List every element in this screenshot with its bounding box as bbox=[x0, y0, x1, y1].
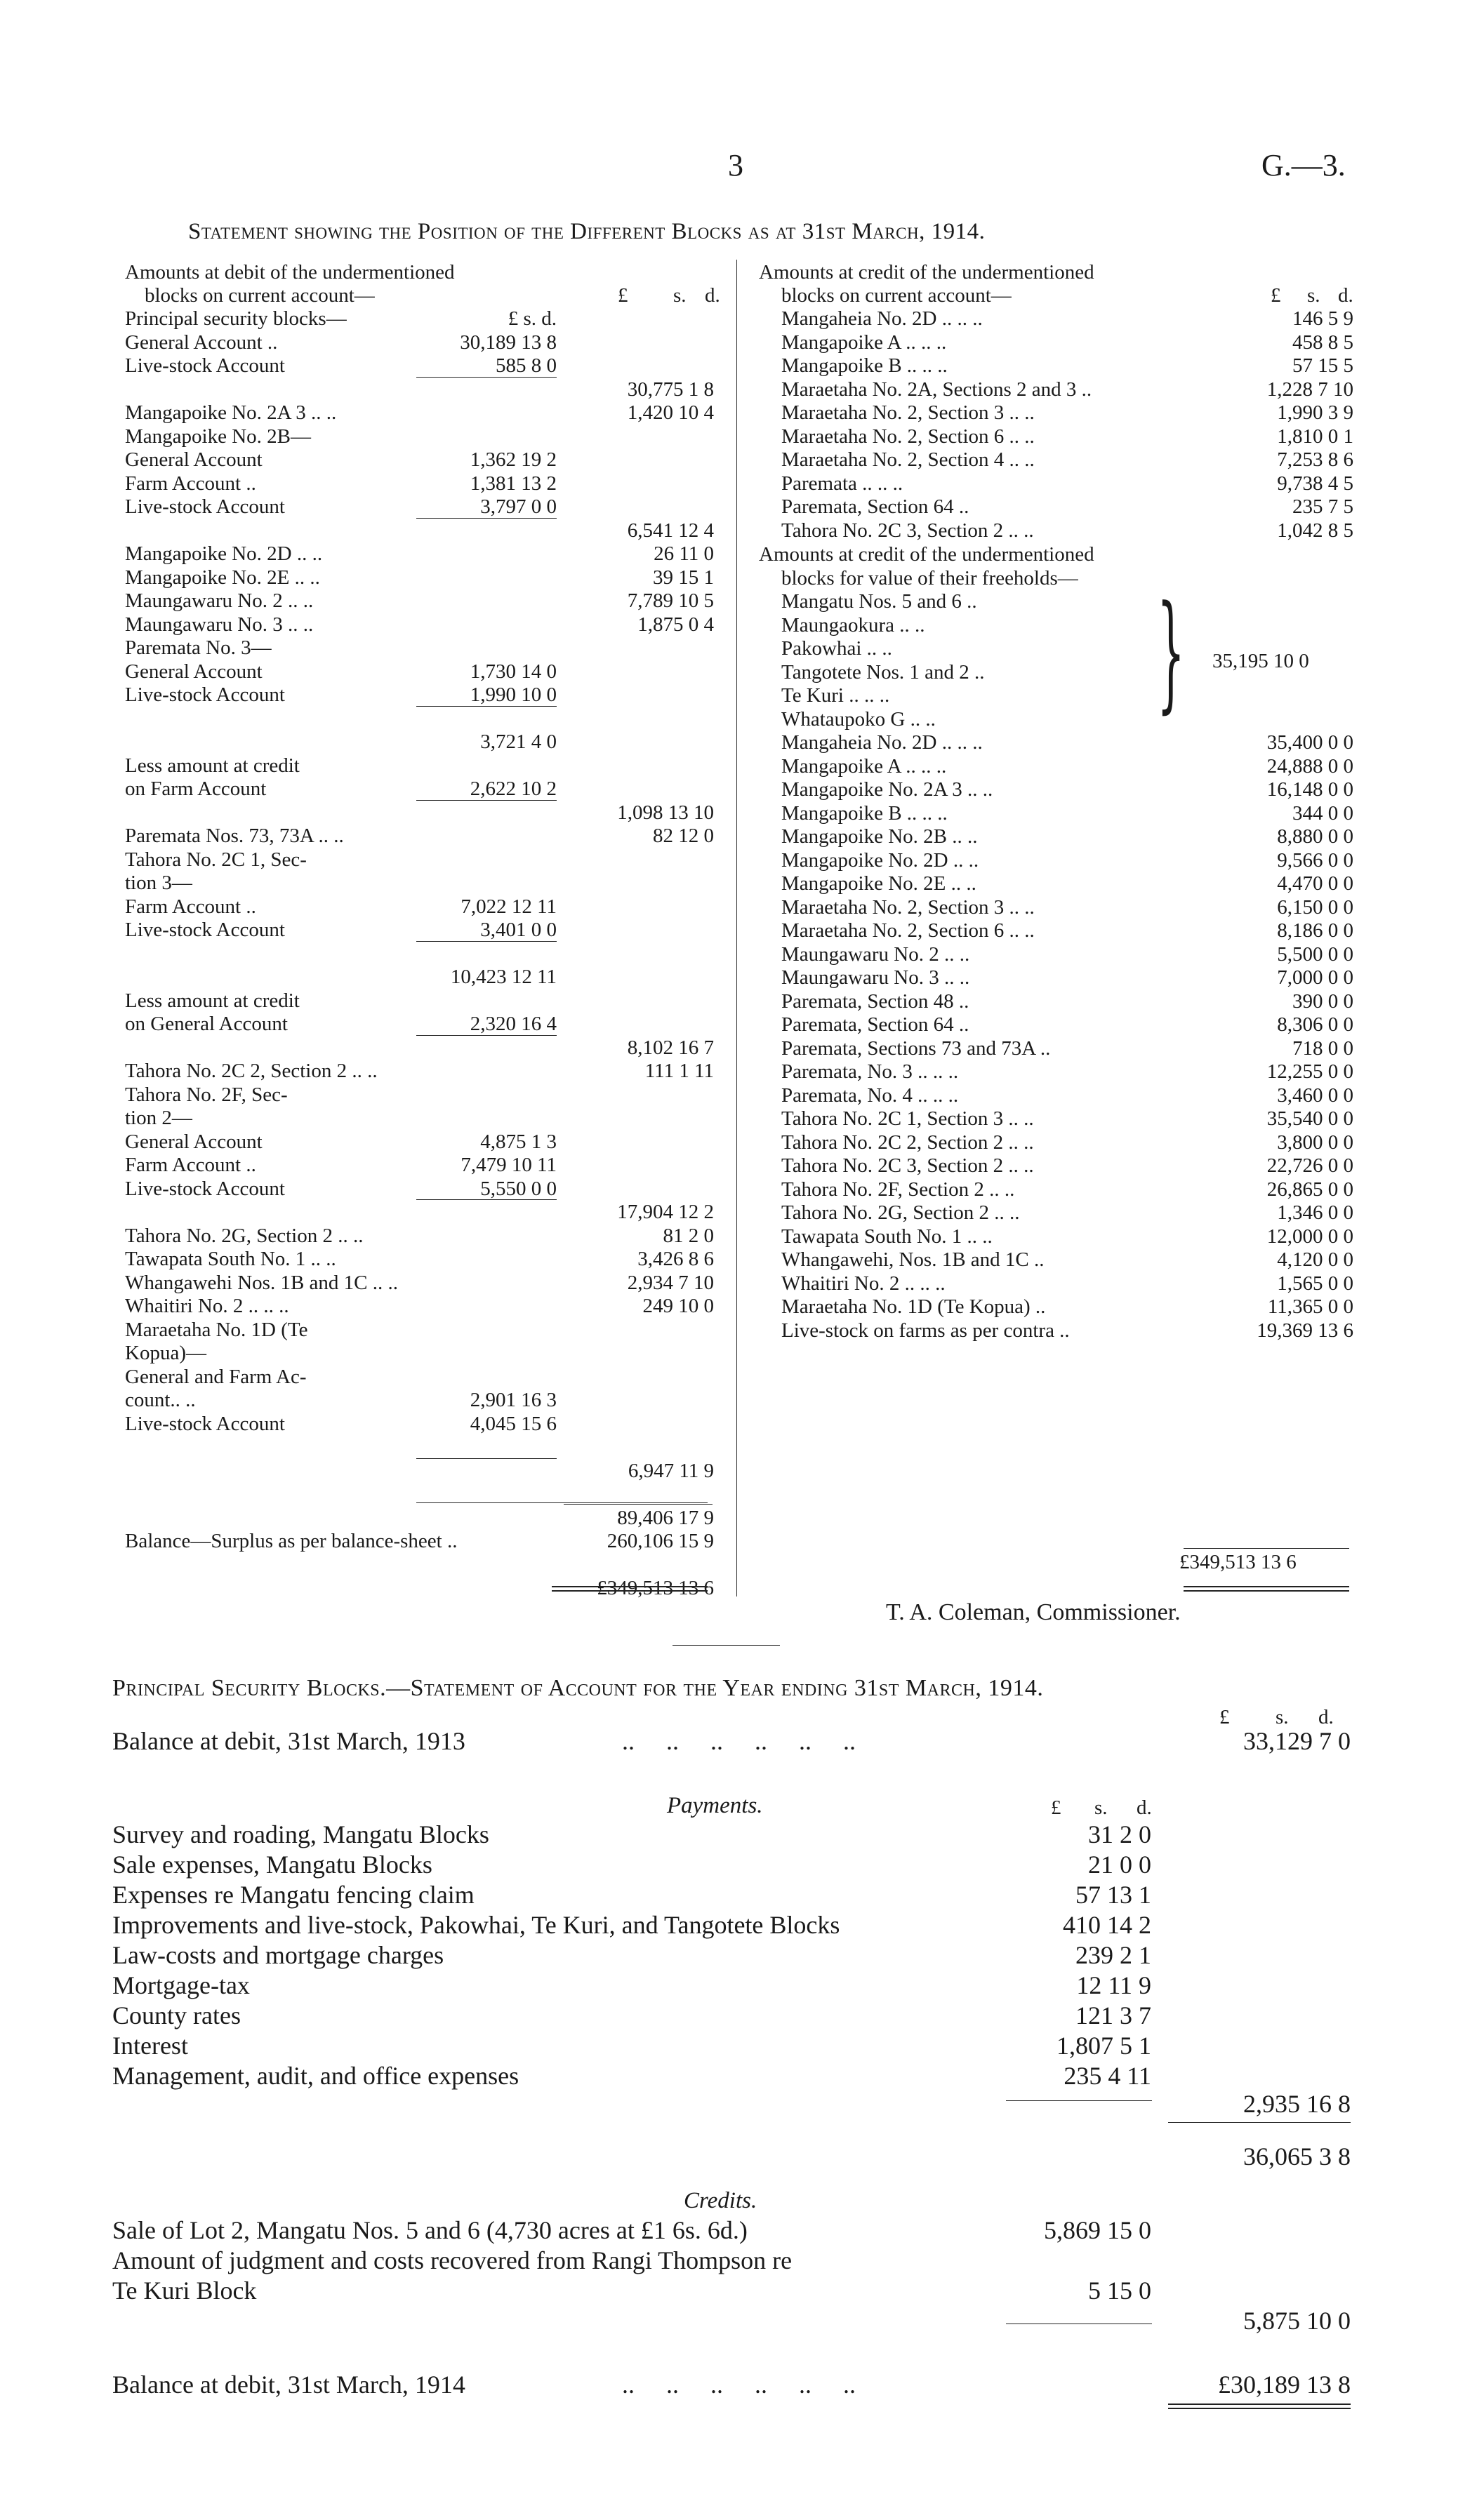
opening-leaders: .. .. .. .. .. .. bbox=[622, 1727, 856, 1755]
debit-row-label: Tahora No. 2F, Sec- bbox=[125, 1083, 288, 1106]
payments-rule bbox=[1006, 2100, 1152, 2101]
freehold-row-amount: 12,000 0 0 bbox=[1266, 1225, 1353, 1248]
debit-row-amount: 81 2 0 bbox=[663, 1224, 714, 1247]
debit-row-label: Tawapata South No. 1 .. .. bbox=[125, 1248, 336, 1270]
debit-row-label: Tahora No. 2G, Section 2 .. .. bbox=[125, 1224, 364, 1247]
freehold-row-label: Mangapoike No. 2A 3 .. .. bbox=[781, 778, 993, 801]
credit-row-label: Mangapoike A .. .. .. bbox=[781, 331, 947, 354]
freehold-heading-line2: blocks for value of their freeholds— bbox=[781, 567, 1078, 589]
debit-row-label: Live-stock Account bbox=[125, 495, 285, 518]
debit-row-subamount: 1,990 10 0 bbox=[470, 684, 557, 706]
payment-amount: 121 3 7 bbox=[1075, 2001, 1151, 2029]
freehold-row-amount: 7,000 0 0 bbox=[1277, 966, 1353, 989]
debit-row-amount: 89,406 17 9 bbox=[617, 1506, 714, 1529]
debit-row-label: Farm Account .. bbox=[125, 472, 256, 495]
debit-row-label: Live-stock Account bbox=[125, 354, 285, 377]
subtotal-rule bbox=[416, 706, 557, 707]
credit-row-amount: 1,990 3 9 bbox=[1277, 401, 1353, 424]
debit-row-subamount: 1,381 13 2 bbox=[470, 472, 557, 495]
account-title: Principal Security Blocks.—Statement of Account for the Year ending 31st March, 1914. bbox=[112, 1675, 1044, 1701]
payment-label: Interest bbox=[112, 2032, 188, 2060]
freehold-group-item: Tangotete Nos. 1 and 2 .. bbox=[781, 660, 985, 684]
payment-label: Management, audit, and office expenses bbox=[112, 2062, 519, 2090]
credit-row-amount: 57 15 5 bbox=[1292, 354, 1353, 377]
debit-row-label: Farm Account .. bbox=[125, 895, 256, 918]
debit-row-label: Mangapoike No. 2B— bbox=[125, 425, 311, 448]
freehold-row-label: Tahora No. 2C 3, Section 2 .. .. bbox=[781, 1154, 1034, 1177]
subtotal-rule bbox=[416, 518, 557, 519]
debit-row-amount: 249 10 0 bbox=[642, 1295, 714, 1317]
freehold-row-amount: 718 0 0 bbox=[1292, 1036, 1353, 1060]
debit-row-label: tion 3— bbox=[125, 872, 192, 894]
debit-row-label: Paremata No. 3— bbox=[125, 636, 272, 659]
debit-row-subamount: 2,622 10 2 bbox=[470, 778, 557, 800]
credit-row-label: Mangapoike B .. .. .. bbox=[781, 354, 948, 377]
debit-row-amount: 8,102 16 7 bbox=[627, 1036, 714, 1059]
debit-row-amount: 7,789 10 5 bbox=[627, 589, 714, 612]
credit-heading-line2: blocks on current account— bbox=[781, 284, 1012, 307]
signature: T. A. Coleman, Commissioner. bbox=[886, 1599, 1181, 1625]
payment-label: County rates bbox=[112, 2001, 241, 2029]
debit-row-subamount: 3,721 4 0 bbox=[480, 731, 557, 753]
payment-amount: 21 0 0 bbox=[1088, 1851, 1151, 1879]
section-separator bbox=[673, 1645, 780, 1646]
payment-amount: 239 2 1 bbox=[1075, 1941, 1151, 1969]
debit-row-subamount: 1,730 14 0 bbox=[470, 660, 557, 683]
payment-label: Mortgage-tax bbox=[112, 1971, 250, 1999]
payment-label: Law-costs and mortgage charges bbox=[112, 1941, 444, 1969]
subtotal-rule bbox=[416, 941, 557, 942]
freehold-group-item: Pakowhai .. .. bbox=[781, 637, 892, 660]
freehold-row-label: Maraetaha No. 2, Section 6 .. .. bbox=[781, 919, 1035, 942]
freehold-row-amount: 1,346 0 0 bbox=[1277, 1201, 1353, 1224]
debit-row-label: Whaitiri No. 2 .. .. .. bbox=[125, 1295, 289, 1317]
credit-row-amount: 146 5 9 bbox=[1292, 307, 1353, 330]
credit-entry-label: Amount of judgment and costs recovered from Rangi Thompson re bbox=[112, 2246, 793, 2274]
payments-heading: Payments. bbox=[667, 1793, 763, 1818]
payment-amount: 57 13 1 bbox=[1075, 1881, 1151, 1909]
freehold-row-label: Maraetaha No. 1D (Te Kopua) .. bbox=[781, 1295, 1046, 1318]
freehold-row-amount: 24,888 0 0 bbox=[1266, 754, 1353, 778]
credits-heading: Credits. bbox=[684, 2188, 757, 2213]
credits-total: 5,875 10 0 bbox=[1243, 2307, 1351, 2335]
closing-double-rule bbox=[1168, 2404, 1351, 2409]
debit-row-subamount: 2,901 16 3 bbox=[470, 1389, 557, 1411]
credit-row-label: Paremata .. .. .. bbox=[781, 472, 903, 495]
freehold-row-amount: 12,255 0 0 bbox=[1266, 1060, 1353, 1083]
freehold-row-amount: 8,306 0 0 bbox=[1277, 1013, 1353, 1036]
debit-row-label: count.. .. bbox=[125, 1389, 196, 1411]
debit-row-label: Balance—Surplus as per balance-sheet .. bbox=[125, 1530, 458, 1552]
statement-title: Statement showing the Position of the Different Blocks as at 31st March, 1914. bbox=[188, 219, 986, 244]
freehold-row-label: Paremata, Section 64 .. bbox=[781, 1013, 969, 1036]
freehold-row-label: Tahora No. 2G, Section 2 .. .. bbox=[781, 1201, 1020, 1224]
debit-row-label: on Farm Account bbox=[125, 778, 267, 800]
freehold-row-label: Tahora No. 2C 1, Section 3 .. .. bbox=[781, 1107, 1034, 1130]
debit-row-amount: 3,426 8 6 bbox=[637, 1248, 714, 1270]
debit-row-label: General and Farm Ac- bbox=[125, 1365, 307, 1388]
debit-row-amount: 30,775 1 8 bbox=[627, 378, 714, 401]
freehold-row-label: Mangaheia No. 2D .. .. .. bbox=[781, 731, 983, 754]
freehold-row-label: Mangapoike No. 2D .. .. bbox=[781, 848, 979, 872]
subtotal-rule bbox=[416, 377, 557, 378]
opening-balance-value: 33,129 7 0 bbox=[1243, 1727, 1351, 1755]
freehold-row-label: Whaitiri No. 2 .. .. .. bbox=[781, 1272, 946, 1295]
account-col-shillings: s. bbox=[1276, 1706, 1289, 1728]
credit-row-amount: 1,228 7 10 bbox=[1266, 378, 1353, 401]
freehold-row-amount: 4,470 0 0 bbox=[1277, 872, 1353, 895]
column-divider bbox=[736, 260, 737, 1596]
closing-balance-label: Balance at debit, 31st March, 1914 bbox=[112, 2371, 465, 2399]
debit-row-label: Live-stock Account bbox=[125, 1177, 285, 1200]
debit-row-label: General Account .. bbox=[125, 331, 278, 354]
freehold-row-amount: 9,566 0 0 bbox=[1277, 848, 1353, 872]
freehold-row-label: Maungawaru No. 3 .. .. bbox=[781, 966, 970, 989]
freehold-group-item: Mangatu Nos. 5 and 6 .. bbox=[781, 590, 977, 613]
debit-row-amount: 260,106 15 9 bbox=[607, 1530, 714, 1552]
credit-total: £349,513 13 6 bbox=[1179, 1551, 1297, 1573]
freehold-row-label: Mangapoike No. 2B .. .. bbox=[781, 825, 978, 848]
debit-row-label: Mangapoike No. 2A 3 .. .. bbox=[125, 401, 337, 424]
debit-row-label: Live-stock Account bbox=[125, 1412, 285, 1435]
subtotal-rule bbox=[416, 1458, 557, 1459]
credit-row-label: Tahora No. 2C 3, Section 2 .. .. bbox=[781, 519, 1034, 542]
debit-row-amount: 1,875 0 4 bbox=[637, 613, 714, 636]
debit-row-subamount: 3,401 0 0 bbox=[480, 919, 557, 941]
freehold-row-amount: 11,365 0 0 bbox=[1267, 1295, 1353, 1318]
debit-row-subamount: 2,320 16 4 bbox=[470, 1013, 557, 1035]
payment-label: Improvements and live-stock, Pakowhai, Te Kuri, and Tangotete Blocks bbox=[112, 1911, 840, 1939]
freehold-row-amount: 35,400 0 0 bbox=[1266, 731, 1353, 754]
debit-row-subamount: 4,045 15 6 bbox=[470, 1412, 557, 1435]
debit-double-rule bbox=[552, 1586, 708, 1592]
debit-row-subamount: 3,797 0 0 bbox=[480, 495, 557, 518]
payments-col-pence: d. bbox=[1137, 1796, 1152, 1819]
document-reference: G.—3. bbox=[1261, 148, 1346, 182]
credit-row-amount: 1,042 8 5 bbox=[1277, 519, 1353, 542]
freehold-row-label: Tahora No. 2F, Section 2 .. .. bbox=[781, 1178, 1015, 1201]
credit-row-amount: 458 8 5 bbox=[1292, 331, 1353, 354]
debit-row-amount: 39 15 1 bbox=[653, 566, 714, 589]
group-brace: } bbox=[1157, 579, 1186, 726]
credit-total-rule bbox=[1184, 1548, 1349, 1549]
credit-entry-amount: 5 15 0 bbox=[1088, 2276, 1151, 2305]
payment-amount: 235 4 11 bbox=[1064, 2062, 1151, 2090]
freehold-group-item: Maungaokura .. .. bbox=[781, 613, 925, 636]
payments-col-shillings: s. bbox=[1094, 1796, 1108, 1819]
freehold-row-label: Maraetaha No. 2, Section 3 .. .. bbox=[781, 895, 1035, 919]
freehold-group-item: Te Kuri .. .. .. bbox=[781, 684, 890, 707]
debit-row-label: Maungawaru No. 2 .. .. bbox=[125, 589, 314, 612]
subtotal-rule bbox=[416, 800, 557, 801]
credit-row-label: Maraetaha No. 2, Section 6 .. .. bbox=[781, 425, 1035, 448]
subtotal-rule bbox=[416, 1199, 557, 1200]
account-col-pence: d. bbox=[1318, 1706, 1334, 1728]
freehold-row-amount: 3,460 0 0 bbox=[1277, 1084, 1353, 1107]
debit-row-subamount: 7,479 10 11 bbox=[461, 1154, 557, 1176]
credit-heading-line1: Amounts at credit of the undermentioned bbox=[759, 261, 1094, 284]
debit-row-label: Paremata Nos. 73, 73A .. .. bbox=[125, 825, 344, 847]
freehold-row-amount: 6,150 0 0 bbox=[1277, 895, 1353, 919]
freehold-row-label: Tawapata South No. 1 .. .. bbox=[781, 1225, 993, 1248]
debit-row-amount: 2,934 7 10 bbox=[627, 1271, 714, 1294]
closing-balance-value: £30,189 13 8 bbox=[1218, 2371, 1351, 2399]
credit-row-amount: 1,810 0 1 bbox=[1277, 425, 1353, 448]
freehold-row-label: Mangapoike A .. .. .. bbox=[781, 754, 947, 778]
debit-row-subamount: 7,022 12 11 bbox=[461, 895, 557, 918]
debit-total-rule bbox=[416, 1502, 708, 1503]
freehold-row-label: Mangapoike B .. .. .. bbox=[781, 801, 948, 825]
debit-heading-line1: Amounts at debit of the undermentioned bbox=[125, 261, 455, 284]
freehold-group-item: Whataupoko G .. .. bbox=[781, 707, 936, 731]
debit-row-amount: 6,541 12 4 bbox=[627, 519, 714, 542]
credit-col-pence: d. bbox=[1338, 284, 1353, 307]
freehold-row-label: Paremata, Section 48 .. bbox=[781, 989, 969, 1013]
debit-row-label: Tahora No. 2C 2, Section 2 .. .. bbox=[125, 1060, 378, 1082]
col-shillings: s. bbox=[673, 284, 687, 307]
freehold-row-amount: 22,726 0 0 bbox=[1266, 1154, 1353, 1177]
payment-label: Survey and roading, Mangatu Blocks bbox=[112, 1820, 489, 1848]
payment-label: Sale expenses, Mangatu Blocks bbox=[112, 1851, 432, 1879]
debit-row-amount: 111 1 11 bbox=[644, 1060, 714, 1082]
freehold-row-amount: 344 0 0 bbox=[1292, 801, 1353, 825]
debit-row-subamount: 1,362 19 2 bbox=[470, 448, 557, 471]
debit-row-amount: 1,420 10 4 bbox=[627, 401, 714, 424]
freehold-row-label: Paremata, Sections 73 and 73A .. bbox=[781, 1036, 1051, 1060]
freehold-row-label: Paremata, No. 3 .. .. .. bbox=[781, 1060, 959, 1083]
freehold-row-amount: 8,880 0 0 bbox=[1277, 825, 1353, 848]
freehold-row-amount: 3,800 0 0 bbox=[1277, 1131, 1353, 1154]
freehold-row-amount: 16,148 0 0 bbox=[1266, 778, 1353, 801]
debit-row-amount: 17,904 12 2 bbox=[617, 1201, 714, 1223]
freehold-row-label: Mangapoike No. 2E .. .. bbox=[781, 872, 976, 895]
freehold-row-amount: 4,120 0 0 bbox=[1277, 1248, 1353, 1271]
credit-row-label: Mangaheia No. 2D .. .. .. bbox=[781, 307, 983, 330]
credit-row-label: Maraetaha No. 2, Section 3 .. .. bbox=[781, 401, 1035, 424]
debit-row-label: Less amount at credit bbox=[125, 989, 300, 1012]
credit-row-label: Maraetaha No. 2A, Sections 2 and 3 .. bbox=[781, 378, 1092, 401]
credit-col-shillings: s. bbox=[1307, 284, 1320, 307]
debit-row-label: Less amount at credit bbox=[125, 754, 300, 777]
payment-amount: 410 14 2 bbox=[1063, 1911, 1151, 1939]
debit-row-label: Maungawaru No. 3 .. .. bbox=[125, 613, 314, 636]
freehold-group-value: 35,195 10 0 bbox=[1212, 650, 1309, 672]
debit-heading-line2: blocks on current account— bbox=[145, 284, 375, 307]
payment-amount: 12 11 9 bbox=[1076, 1971, 1151, 1999]
debit-row-label: Live-stock Account bbox=[125, 684, 285, 706]
debit-row-subamount: 30,189 13 8 bbox=[460, 331, 557, 354]
freehold-row-label: Paremata, No. 4 .. .. .. bbox=[781, 1084, 959, 1107]
debit-row-subamount: 10,423 12 11 bbox=[450, 966, 557, 988]
credit-double-rule bbox=[1184, 1586, 1349, 1592]
credit-entry-label: Sale of Lot 2, Mangatu Nos. 5 and 6 (4,730 acres at £1 6s. 6d.) bbox=[112, 2216, 748, 2244]
credit-row-label: Paremata, Section 64 .. bbox=[781, 495, 969, 518]
debit-row-label: General Account bbox=[125, 1130, 263, 1153]
account-col-pounds: £ bbox=[1219, 1706, 1230, 1728]
payment-label: Expenses re Mangatu fencing claim bbox=[112, 1881, 475, 1909]
col-pounds: £ bbox=[618, 284, 628, 307]
debit-row-label: Whangawehi Nos. 1B and 1C .. .. bbox=[125, 1271, 399, 1294]
col-pence: d. bbox=[705, 284, 720, 307]
debit-row-amount: 1,098 13 10 bbox=[617, 801, 714, 824]
debit-row-subamount: 585 8 0 bbox=[496, 354, 557, 377]
debit-row-subamount: 5,550 0 0 bbox=[480, 1177, 557, 1200]
freehold-row-amount: 19,369 13 6 bbox=[1257, 1319, 1353, 1342]
subtotal-value: 36,065 3 8 bbox=[1243, 2142, 1351, 2171]
debit-row-label: Live-stock Account bbox=[125, 919, 285, 941]
credit-entry-amount: 5,869 15 0 bbox=[1044, 2216, 1151, 2244]
freehold-row-label: Tahora No. 2C 2, Section 2 .. .. bbox=[781, 1131, 1034, 1154]
credit-row-amount: 7,253 8 6 bbox=[1277, 448, 1353, 471]
debit-row-amount: 26 11 0 bbox=[654, 542, 714, 565]
freehold-row-amount: 5,500 0 0 bbox=[1277, 942, 1353, 966]
debit-row-label: Mangapoike No. 2D .. .. bbox=[125, 542, 323, 565]
payment-amount: 31 2 0 bbox=[1088, 1820, 1151, 1848]
debit-row-label: tion 2— bbox=[125, 1107, 192, 1129]
freehold-row-amount: 1,565 0 0 bbox=[1277, 1272, 1353, 1295]
subtotal-rule bbox=[416, 1035, 557, 1036]
grand-subtotal-rule bbox=[564, 1504, 713, 1505]
freehold-row-amount: 35,540 0 0 bbox=[1266, 1107, 1353, 1130]
credit-row-label: Maraetaha No. 2, Section 4 .. .. bbox=[781, 448, 1035, 471]
debit-row-subamount: £ s. d. bbox=[508, 307, 557, 330]
freehold-row-amount: 8,186 0 0 bbox=[1277, 919, 1353, 942]
freehold-row-amount: 26,865 0 0 bbox=[1266, 1178, 1353, 1201]
debit-row-amount: 82 12 0 bbox=[653, 825, 714, 847]
subtotal-rule bbox=[1168, 2122, 1351, 2123]
debit-row-label: General Account bbox=[125, 448, 263, 471]
debit-row-label: General Account bbox=[125, 660, 263, 683]
freehold-row-label: Live-stock on farms as per contra .. bbox=[781, 1319, 1070, 1342]
debit-row-label: Tahora No. 2C 1, Sec- bbox=[125, 848, 307, 871]
debit-row-label: Mangapoike No. 2E .. .. bbox=[125, 566, 320, 589]
freehold-row-label: Whangawehi, Nos. 1B and 1C .. bbox=[781, 1248, 1045, 1271]
credit-row-amount: 235 7 5 bbox=[1292, 495, 1353, 518]
freehold-heading-line1: Amounts at credit of the undermentioned bbox=[759, 543, 1094, 566]
page-number: 3 bbox=[728, 148, 743, 182]
debit-row-label: on General Account bbox=[125, 1013, 288, 1035]
freehold-row-amount: 390 0 0 bbox=[1292, 989, 1353, 1013]
debit-row-label: Farm Account .. bbox=[125, 1154, 256, 1176]
payments-col-pounds: £ bbox=[1051, 1796, 1061, 1819]
freehold-row-label: Maungawaru No. 2 .. .. bbox=[781, 942, 970, 966]
payment-amount: 1,807 5 1 bbox=[1056, 2032, 1151, 2060]
credit-entry-label: Te Kuri Block bbox=[112, 2276, 257, 2305]
debit-row-label: Principal security blocks— bbox=[125, 307, 347, 330]
debit-row-amount: 6,947 11 9 bbox=[628, 1459, 714, 1482]
opening-balance-label: Balance at debit, 31st March, 1913 bbox=[112, 1727, 465, 1755]
debit-row-amount: £349,513 13 6 bbox=[597, 1577, 714, 1599]
debit-row-subamount: 4,875 1 3 bbox=[480, 1130, 557, 1153]
credit-col-pounds: £ bbox=[1271, 284, 1281, 307]
payments-total: 2,935 16 8 bbox=[1243, 2090, 1351, 2118]
credit-row-amount: 9,738 4 5 bbox=[1277, 472, 1353, 495]
debit-row-label: Kopua)— bbox=[125, 1342, 206, 1364]
closing-leaders: .. .. .. .. .. .. bbox=[622, 2371, 856, 2399]
debit-row-label: Maraetaha No. 1D (Te bbox=[125, 1318, 308, 1341]
